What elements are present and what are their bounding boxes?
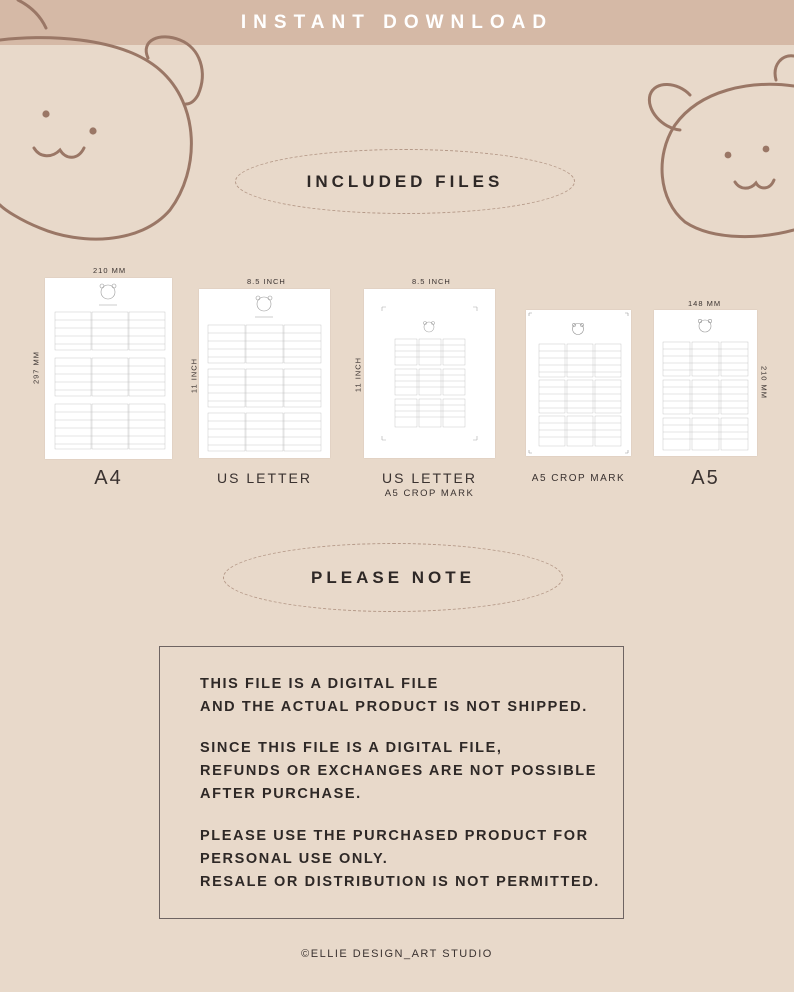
a4-label: A4 <box>94 467 123 489</box>
a5-width-label: 148 MM <box>688 299 722 308</box>
a5-crop-label: A5 CROP MARK <box>531 473 626 484</box>
planner-page-graphic <box>364 289 495 458</box>
footer-credit: ©ELLIE DESIGN_ART STUDIO <box>301 948 493 960</box>
a4-height-label: 297 MM <box>31 350 41 385</box>
notice-paragraph-3 <box>200 825 600 894</box>
banner-title: INSTANT DOWNLOAD <box>240 11 554 33</box>
please-note-heading-oval <box>223 543 563 612</box>
notice-paragraph-2 <box>200 737 597 806</box>
notice-paragraph-1 <box>200 673 588 719</box>
included-files-heading-oval <box>235 149 575 214</box>
included-files-heading: INCLUDED FILES <box>306 171 504 191</box>
us-letter-label: US LETTER <box>216 470 312 486</box>
us-letter-crop-preview <box>364 289 495 458</box>
us-letter-crop-width-label: 8.5 INCH <box>412 277 451 286</box>
notice-line: PLEASE USE THE PURCHASED PRODUCT FOR <box>200 828 589 844</box>
notice-line: RESALE OR DISTRIBUTION IS NOT PERMITTED. <box>200 874 600 890</box>
notice-box <box>159 646 624 919</box>
us-letter-crop-height-label: 11 INCH <box>353 356 363 393</box>
planner-page-graphic <box>199 289 330 458</box>
notice-line: AND THE ACTUAL PRODUCT IS NOT SHIPPED. <box>200 699 588 715</box>
notice-line: THIS FILE IS A DIGITAL FILE <box>200 676 439 692</box>
a5-label: A5 <box>691 467 720 489</box>
a5-crop-preview <box>526 310 631 456</box>
notice-line: AFTER PURCHASE. <box>200 786 362 802</box>
bear-left-illustration <box>0 0 220 250</box>
us-letter-preview <box>199 289 330 458</box>
a4-preview <box>45 278 172 459</box>
us-letter-crop-sublabel: A5 CROP MARK <box>384 488 475 499</box>
a5-height-label: 210 MM <box>759 365 769 400</box>
a5-preview <box>654 310 757 456</box>
planner-page-graphic <box>526 310 631 456</box>
us-letter-crop-label: US LETTER <box>381 470 477 486</box>
us-letter-width-label: 8.5 INCH <box>247 277 286 286</box>
planner-page-graphic <box>654 310 757 456</box>
notice-line: SINCE THIS FILE IS A DIGITAL FILE, <box>200 740 503 756</box>
please-note-heading: PLEASE NOTE <box>311 567 475 587</box>
notice-line: REFUNDS OR EXCHANGES ARE NOT POSSIBLE <box>200 763 598 779</box>
us-letter-height-label: 11 INCH <box>189 357 199 394</box>
bear-right-illustration <box>640 50 794 250</box>
notice-line: PERSONAL USE ONLY. <box>200 851 389 867</box>
a4-width-label: 210 MM <box>93 266 127 275</box>
planner-page-graphic <box>45 278 172 459</box>
